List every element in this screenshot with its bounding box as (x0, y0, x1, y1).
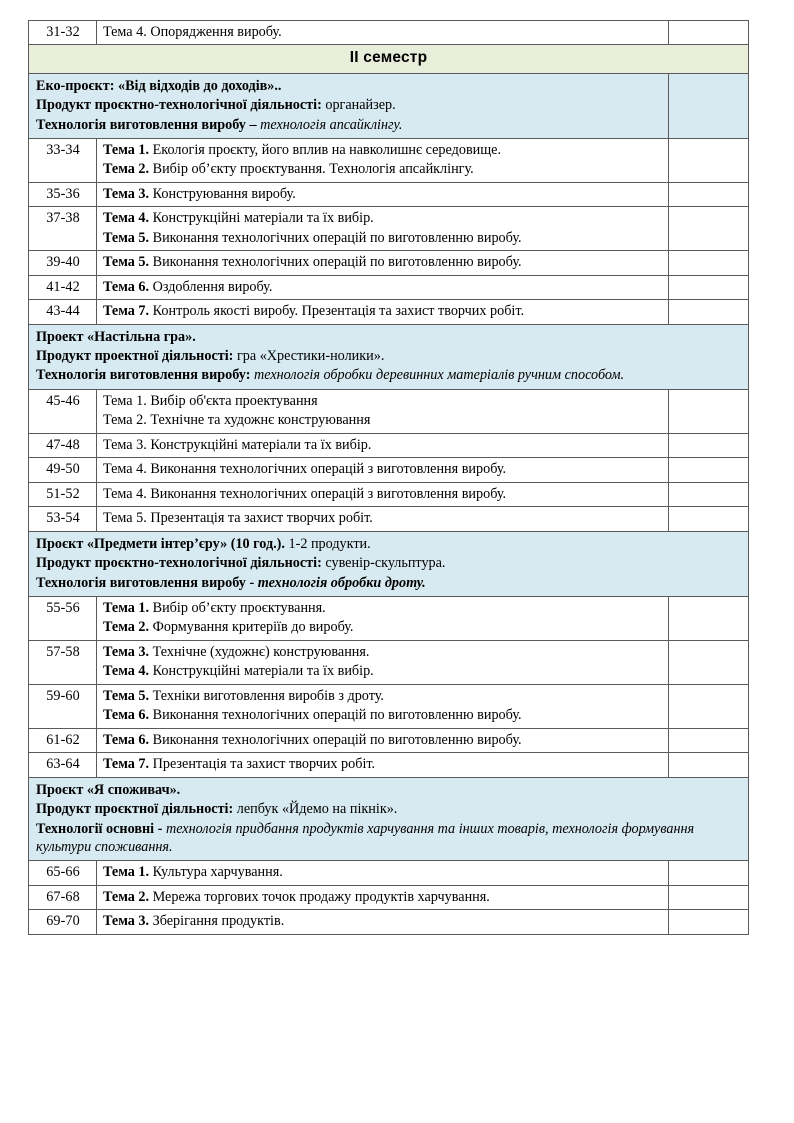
lesson-row (29, 885, 749, 909)
topic-line (103, 706, 663, 724)
notes-cell[interactable] (669, 753, 749, 777)
notes-cell[interactable] (669, 597, 749, 641)
lesson-content-cell (97, 684, 669, 728)
project-line (36, 96, 662, 114)
text-run: Технічне (художнє) конструювання. (149, 643, 370, 660)
text-run: Тема 6. (103, 731, 150, 748)
text-run: Оздоблення виробу. (149, 278, 273, 295)
project-line (36, 77, 662, 95)
text-run: Виконання технологічних операцій по виготовленню виробу. (149, 229, 522, 246)
lesson-row (29, 640, 749, 684)
topic-line (103, 278, 663, 296)
project-header-row (29, 324, 749, 389)
topic-line (103, 687, 663, 705)
lesson-number-cell: 41-42 (29, 275, 97, 299)
text-run: Проект «Настільна гра». (36, 328, 196, 345)
text-run: Техніки виготовлення виробів з дроту. (149, 687, 384, 704)
lesson-number-cell: 61-62 (29, 728, 97, 752)
curriculum-schedule-table (28, 20, 749, 935)
topic-line (103, 141, 663, 159)
text-run: Тема 6. (103, 278, 150, 295)
project-line (36, 781, 742, 799)
topic-line (103, 160, 663, 178)
text-run: Проєкт «Я споживач». (36, 781, 181, 798)
text-run: Конструювання виробу. (149, 185, 296, 202)
project-line (36, 366, 742, 384)
notes-cell[interactable] (669, 138, 749, 182)
text-run: Продукт проєктної діяльності: (36, 801, 234, 818)
text-run: Культура харчування. (149, 864, 283, 881)
project-description (29, 324, 749, 389)
lesson-row (29, 182, 749, 206)
lesson-number-cell: 33-34 (29, 138, 97, 182)
text-run: технологія обробки дроту. (257, 574, 426, 591)
lesson-content-cell (97, 885, 669, 909)
text-run: 1-2 продукти. (284, 535, 371, 552)
lesson-number-cell: 59-60 (29, 684, 97, 728)
topic-line (103, 731, 663, 749)
lesson-content-cell (97, 482, 669, 506)
lesson-content-cell (97, 507, 669, 531)
notes-cell[interactable] (669, 640, 749, 684)
text-run: сувенір-скульптура. (321, 555, 446, 572)
topic-line (103, 912, 663, 930)
notes-cell[interactable] (669, 275, 749, 299)
text-run: Конструкційні матеріали та їх вибір. (149, 663, 374, 680)
notes-cell[interactable] (669, 684, 749, 728)
notes-cell[interactable] (669, 507, 749, 531)
project-line (36, 116, 662, 134)
topic-line (103, 23, 663, 41)
lesson-row (29, 138, 749, 182)
text-run: Контроль якості виробу. Презентація та захист творчих робіт. (149, 303, 525, 320)
notes-cell[interactable] (669, 910, 749, 934)
lesson-content-cell (97, 389, 669, 433)
lesson-number-cell: 39-40 (29, 251, 97, 275)
text-run: Мережа торгових точок продажу продуктів харчування. (149, 888, 490, 905)
text-run: Тема 5. (103, 229, 150, 246)
notes-cell[interactable] (669, 482, 749, 506)
lesson-content-cell (97, 433, 669, 457)
text-run: Тема 1. (103, 600, 150, 617)
lesson-content-cell (97, 597, 669, 641)
text-run: Тема 4. (103, 210, 150, 227)
lesson-row (29, 753, 749, 777)
text-run: Продукт проєктно-технологічної діяльності: (36, 555, 322, 572)
notes-cell[interactable] (669, 207, 749, 251)
lesson-row (29, 251, 749, 275)
lesson-row (29, 458, 749, 482)
project-line (36, 535, 742, 553)
text-run: Тема 4. Виконання технологічних операцій з виготовлення виробу. (103, 461, 507, 478)
text-run: Технологія виготовлення виробу – (36, 116, 261, 133)
project-description (29, 777, 749, 861)
text-run: Тема 4. Виконання технологічних операцій з виготовлення виробу. (103, 485, 507, 502)
topic-line (103, 185, 663, 203)
text-run: Тема 4. (103, 663, 150, 680)
semester-banner-row (29, 45, 749, 73)
notes-cell[interactable] (669, 300, 749, 324)
lesson-content-cell (97, 138, 669, 182)
project-description (29, 531, 749, 596)
text-run: Тема 1. (103, 864, 150, 881)
text-run: Технологія виготовлення виробу - (36, 574, 258, 591)
text-run: Технології основні - (36, 820, 166, 837)
notes-cell[interactable] (669, 728, 749, 752)
lesson-number-cell: 69-70 (29, 910, 97, 934)
text-run: Зберігання продуктів. (149, 913, 285, 930)
text-run: Проєкт «Предмети інтер’єру» (10 год.). (36, 535, 285, 552)
text-run: Тема 2. (103, 619, 150, 636)
text-run: Тема 7. (103, 303, 150, 320)
lesson-content-cell (97, 640, 669, 684)
text-run: гра «Хрестики-нолики». (233, 348, 385, 365)
project-line (36, 574, 742, 592)
lesson-number-cell: 43-44 (29, 300, 97, 324)
lesson-content-cell (97, 910, 669, 934)
notes-cell[interactable] (669, 182, 749, 206)
lesson-row (29, 597, 749, 641)
lesson-number-cell: 53-54 (29, 507, 97, 531)
text-run: Тема 2. (103, 888, 150, 905)
lesson-content-cell (97, 861, 669, 885)
text-run: Тема 1. (103, 141, 150, 158)
text-run: Виконання технологічних операцій по виготовленню виробу. (149, 707, 522, 724)
text-run: Тема 4. Опорядження виробу. (103, 24, 282, 40)
text-run: Тема 5. (103, 687, 150, 704)
topic-line (103, 863, 663, 881)
lesson-content-cell (97, 207, 669, 251)
text-run: Тема 3. (103, 913, 150, 930)
lesson-content-cell (97, 21, 669, 45)
lesson-content-cell (97, 182, 669, 206)
topic-line (103, 209, 663, 227)
text-run: Формування критеріїв до виробу. (149, 619, 354, 636)
lesson-content-cell (97, 753, 669, 777)
text-run: Виконання технологічних операцій по виготовленню виробу. (149, 731, 522, 748)
topic-line (103, 662, 663, 680)
text-run: органайзер. (321, 97, 396, 114)
lesson-content-cell (97, 728, 669, 752)
text-run: Презентація та захист творчих робіт. (149, 756, 376, 773)
project-header-row (29, 777, 749, 861)
notes-cell[interactable] (669, 21, 749, 45)
lesson-row (29, 389, 749, 433)
text-run: технологія обробки деревинних матеріалів ручним способом. (250, 367, 625, 384)
topic-line (103, 460, 663, 478)
topic-line (103, 392, 663, 410)
text-run: Конструкційні матеріали та їх вибір. (149, 210, 374, 227)
notes-cell[interactable] (669, 251, 749, 275)
text-run: Продукт проєктно-технологічної діяльності: (36, 97, 322, 114)
text-run: Тема 3. Конструкційні матеріали та їх вибір. (103, 436, 372, 453)
text-run: Тема 6. (103, 707, 150, 724)
text-run: лепбук «Йдемо на пікнік». (233, 801, 398, 818)
lesson-row (29, 507, 749, 531)
text-run: Тема 7. (103, 756, 150, 773)
text-run: Екологія проєкту, його вплив на навколишнє середовище. (149, 141, 502, 158)
project-line (36, 554, 742, 572)
lesson-number-cell: 49-50 (29, 458, 97, 482)
lesson-number-cell: 63-64 (29, 753, 97, 777)
semester-title: II семестр (29, 45, 749, 73)
lesson-row (29, 433, 749, 457)
text-run: Тема 5. Презентація та захист творчих робіт. (103, 510, 373, 527)
lesson-content-cell (97, 275, 669, 299)
notes-cell[interactable] (669, 433, 749, 457)
notes-cell[interactable] (669, 885, 749, 909)
text-run: технологія апсайклінгу. (260, 116, 403, 133)
lesson-number-cell: 55-56 (29, 597, 97, 641)
lesson-row (29, 300, 749, 324)
lesson-row (29, 275, 749, 299)
lesson-content-cell (97, 251, 669, 275)
lesson-row (29, 910, 749, 934)
lesson-row (29, 861, 749, 885)
text-run: Вибір об’єкту проєктування. Технологія апсайклінгу. (149, 161, 474, 178)
lesson-content-cell (97, 458, 669, 482)
project-line (36, 347, 742, 365)
text-run: Виконання технологічних операцій по виготовленню виробу. (149, 254, 522, 271)
text-run: Еко-проєкт: «Від відходів до доходів».. (36, 77, 282, 94)
text-run: Тема 5. (103, 254, 150, 271)
topic-line (103, 509, 663, 527)
lesson-row (29, 207, 749, 251)
lesson-content-cell (97, 300, 669, 324)
text-run: технологія придбання продуктів харчування та інших товарів, технологія формування культури споживання. (36, 820, 695, 855)
topic-line (103, 411, 663, 429)
lesson-row (29, 728, 749, 752)
lesson-row (29, 21, 749, 45)
text-run: Тема 2. (103, 161, 150, 178)
lesson-number-cell: 37-38 (29, 207, 97, 251)
text-run: Вибір об’єкту проєктування. (149, 600, 326, 617)
project-line (36, 328, 742, 346)
notes-cell[interactable] (669, 861, 749, 885)
text-run: Тема 3. (103, 185, 150, 202)
notes-cell[interactable] (669, 458, 749, 482)
text-run: Продукт проектної діяльності: (36, 348, 234, 365)
project-line (36, 800, 742, 818)
topic-line (103, 302, 663, 320)
topic-line (103, 436, 663, 454)
lesson-row (29, 684, 749, 728)
topic-line (103, 643, 663, 661)
text-run: Тема 1. Вибір об'єкта проектування (103, 392, 318, 409)
project-header-row (29, 73, 749, 138)
topic-line (103, 253, 663, 271)
lesson-row (29, 482, 749, 506)
text-run: Тема 2. Технічне та художнє конструювання (103, 412, 371, 429)
text-run: Тема 3. (103, 643, 150, 660)
topic-line (103, 599, 663, 617)
lesson-number-cell: 45-46 (29, 389, 97, 433)
topic-line (103, 755, 663, 773)
lesson-number-cell: 47-48 (29, 433, 97, 457)
lesson-number-cell: 57-58 (29, 640, 97, 684)
lesson-number-cell: 51-52 (29, 482, 97, 506)
table-body (29, 21, 749, 935)
lesson-number-cell: 35-36 (29, 182, 97, 206)
project-header-row (29, 531, 749, 596)
topic-line (103, 229, 663, 247)
topic-line (103, 618, 663, 636)
lesson-number-cell: 67-68 (29, 885, 97, 909)
project-line (36, 820, 742, 857)
text-run: Технологія виготовлення виробу: (36, 367, 251, 384)
lesson-number-cell: 65-66 (29, 861, 97, 885)
topic-line (103, 888, 663, 906)
notes-cell[interactable] (669, 389, 749, 433)
topic-line (103, 485, 663, 503)
notes-cell[interactable] (669, 73, 749, 138)
lesson-number-cell: 31-32 (29, 21, 97, 45)
project-description (29, 73, 669, 138)
